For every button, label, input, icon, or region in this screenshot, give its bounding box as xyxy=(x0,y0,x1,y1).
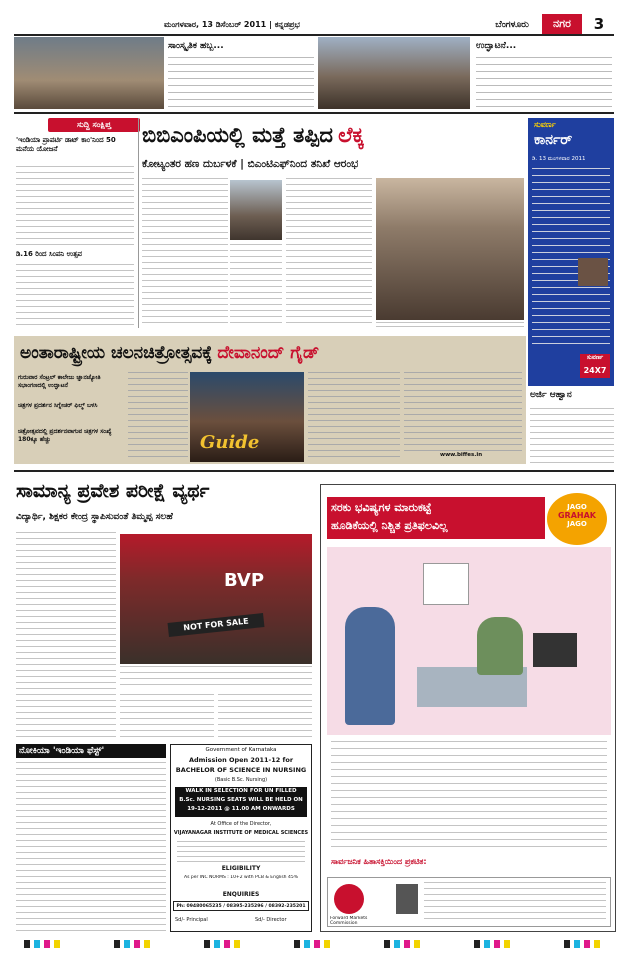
suvarna-channel-badge: 24X7 xyxy=(580,364,610,378)
page-number: 3 xyxy=(593,15,605,33)
lead-subheadline: ಕೋಟ್ಯಂತರ ಹಣ ದುರ್ಬಳಕೆ | ಬಿಎಂಟಿಎಫ್‌ನಿಂದ ತನಿಖೆ ಆರಂಭ xyxy=(142,158,359,170)
admission-title1: Admission Open 2011-12 for xyxy=(188,756,294,764)
suvarna-date: ಡಿ. 13 ಮಂಗಳವಾರ 2011 xyxy=(532,156,586,162)
lead-headline-part1: ಬಿಬಿಎಂಪಿಯಲ್ಲಿ ಮತ್ತೆ ತಪ್ಪಿದ xyxy=(142,123,333,147)
masthead-section: ನಗರ xyxy=(542,14,582,34)
suvarna-logo-top: ಸುವರ್ಣ xyxy=(534,120,556,129)
exam-photo-caption xyxy=(120,666,312,690)
consumer-ad-illustration xyxy=(327,547,611,735)
exam-subheadline: ವಿದ್ಯಾರ್ಥಿ, ಶಿಕ್ಷಕರ ಕೇಂದ್ರ ಸ್ಥಾಪಿಸುವಂತೆ ತಿಮ್ಮಪ್ಪ ಸಲಹೆ xyxy=(16,512,173,522)
arji-ahvana-body xyxy=(530,408,614,464)
consumer-ad-headline1: ಸರಕು ಭವಿಷ್ಯಗಳ ಮಾರುಕಟ್ಟೆ xyxy=(331,501,432,514)
consumer-ad-footer-label: ಸಾರ್ವಜನಿಕ ಹಿತಾಸಕ್ತಿಯಿಂದ ಪ್ರಕಟಿತ: xyxy=(331,857,427,866)
lead-headline xyxy=(142,118,524,154)
consumer-ad xyxy=(320,484,616,932)
exam-body-col3 xyxy=(218,694,312,738)
admission-phones: Ph: 09480065235 / 08395-235296 / 08392-235201 xyxy=(173,901,309,911)
sudi-item1-body xyxy=(16,166,134,246)
admission-walkin1: WALK IN SELECTION FOR UN FILLED xyxy=(185,788,297,794)
admission-eligibility: ELIGIBILITY xyxy=(221,865,261,872)
film-fest-url: www.biffes.in xyxy=(440,452,483,458)
registration-marks xyxy=(24,940,604,948)
sudi-item2-title: ಡಿ.16 ರಿಂದ ಸಿಂಪನಿ ಉತ್ಸವ xyxy=(16,250,82,258)
consumer-ad-headline2: ಹೂಡಿಕೆಯಲ್ಲಿ ನಿಶ್ಚಿತ ಪ್ರತಿಫಲವಿಲ್ಲ xyxy=(331,519,448,532)
top-left-photo xyxy=(14,37,164,109)
admission-enquiries: ENQUIRIES xyxy=(222,891,260,898)
film-fest-guide-poster xyxy=(190,372,304,462)
suvarna-logo-bottom: ಕಾರ್ನರ್ xyxy=(534,132,573,148)
suvarna-host-photo xyxy=(578,258,608,286)
fmc-logo-icon xyxy=(334,884,364,914)
admission-principal: Sd/- Principal xyxy=(175,917,208,923)
lead-headline-part2: ಲೆಕ್ಕ xyxy=(338,123,364,147)
masthead xyxy=(14,14,614,36)
illustration-monitor xyxy=(533,633,577,667)
sudi-column-rule xyxy=(138,118,139,328)
admission-director: Sd/- Director xyxy=(255,917,287,923)
suvarna-channel-name: ಸುವರ್ಣ xyxy=(580,354,610,364)
top-left-story xyxy=(166,37,316,109)
lead-body-col2 xyxy=(230,244,282,328)
top-right-headline: ಉದ್ಘಾಟನೆ... xyxy=(476,41,517,51)
film-fest-caption2: ಚಿತ್ರಗಳ ಪ್ರದರ್ಶನ ಸಿಗ್ನೇಚರ್ ಫಿಲ್ಮ್ ಬಳಸಿ xyxy=(18,402,98,409)
lead-body-col3 xyxy=(286,178,372,328)
consumer-ad-issuer: Forward Markets Commission xyxy=(330,916,368,924)
sudi-item2-body xyxy=(16,264,134,328)
lead-body-col1 xyxy=(142,178,228,328)
suvarna-corner xyxy=(528,118,614,386)
exam-body-col2 xyxy=(120,694,214,738)
film-fest-caption1: ಗುರುವಾರ ಸೆಂಟ್ರಲ್ ಕಾಲೇಜು ಜ್ಞಾನಜ್ಯೋತಿ ಸಭಾಂಗಣದಲ್ಲಿ ಉದ್ಘಾಟನೆ xyxy=(18,374,101,389)
exam-body-col1 xyxy=(16,532,116,738)
mid-page-rule xyxy=(14,470,614,472)
illustration-broker-figure xyxy=(477,617,523,675)
film-fest-body-col3 xyxy=(404,372,522,452)
exam-photo-banner: BVP xyxy=(223,570,265,591)
film-fest-body-col1 xyxy=(128,372,188,462)
exam-event-photo xyxy=(120,534,312,664)
top-right-photo xyxy=(318,37,470,109)
consumer-ad-issuer-strip xyxy=(327,877,611,927)
admission-gov-line: Government of Karnataka xyxy=(205,747,277,753)
lead-photo-caption xyxy=(376,322,524,330)
film-fest-headline xyxy=(20,338,524,368)
admission-basic: (Basic B.Sc. Nursing) xyxy=(214,777,268,783)
admission-institute: VIJAYANAGAR INSTITUTE OF MEDICAL SCIENCES xyxy=(173,830,309,836)
nokia-headline: ನೋಕಿಯಾ 'ಇಂಡಿಯಾ ಫೆಸ್ಟ್' xyxy=(16,744,166,758)
masthead-dateline: ಮಂಗಳವಾರ, 13 ಡಿಸೆಂಬರ್ 2011 | ಕನ್ನಡಪ್ರಭ xyxy=(164,20,300,29)
film-fest-headline-part1: ಅಂತಾರಾಷ್ಟ್ರೀಯ ಚಲನಚಿತ್ರೋತ್ಸವಕ್ಕೆ xyxy=(20,343,213,363)
top-right-body xyxy=(476,57,612,107)
lead-meeting-photo xyxy=(376,178,524,320)
nokia-body xyxy=(16,762,166,932)
film-fest-headline-part2: ದೇವಾನಂದ್ ಗೈಡ್ xyxy=(217,343,320,363)
top-strip-rule xyxy=(14,112,614,114)
film-fest-body-col2 xyxy=(308,372,400,462)
admission-criteria: As per INC NORMS : 10+2 with PCB & English 45% xyxy=(184,875,298,880)
sudi-item1-title: 'ಇಂಡಿಯಾ ಪ್ರಾಪರ್ಟಿ ಡಾಟ್ ಕಾಂ'ನಿಂದ 50 ಮನೆಯ ಯೋಜನೆ xyxy=(16,136,116,153)
admission-ad xyxy=(170,744,312,932)
admission-fineprint xyxy=(177,841,305,863)
top-left-headline: ಸಾಂಸ್ಕೃತಿಕ ಹಬ್ಬ... xyxy=(168,41,224,51)
admission-walkin3: 19-12-2011 @ 11.00 AM ONWARDS xyxy=(187,806,295,812)
consumer-ad-body xyxy=(331,741,607,853)
masthead-city: ಬೆಂಗಳೂರು xyxy=(484,16,540,34)
lead-building-photo xyxy=(230,180,282,240)
top-right-story xyxy=(472,37,614,109)
jago-badge-line3: JAGO xyxy=(567,520,587,528)
jago-badge-line1: JAGO xyxy=(567,503,587,511)
admission-title2: BACHELOR OF SCIENCE IN NURSING xyxy=(175,766,307,774)
arji-ahvana-headline: ಅರ್ಜಿ ಆಹ್ವಾನ xyxy=(530,390,572,400)
sudi-samkshipta-label: ಸುದ್ದಿ ಸಂಕ್ಷಿಪ್ತ xyxy=(48,118,140,132)
jago-badge-line2: GRAHAK xyxy=(557,511,596,520)
exam-photo-sign: NOT FOR SALE xyxy=(168,613,265,637)
film-fest-caption3: ಚಿತ್ರೋತ್ಸವದಲ್ಲಿ ಪ್ರದರ್ಶನವಾಗುವ ಚಿತ್ರಗಳ ಸಂಖ್ಯೆ 180ಕ್ಕೂ ಹೆಚ್ಚು xyxy=(18,428,112,443)
issuer-fineprint xyxy=(424,882,606,922)
illustration-calendar xyxy=(423,563,469,605)
admission-office: At Office of the Director, xyxy=(210,821,272,827)
admission-walkin2: B.Sc. NURSING SEATS WILL BE HELD ON xyxy=(179,797,303,803)
jago-grahak-badge xyxy=(547,493,607,545)
film-fest-poster-title: Guide xyxy=(200,432,260,453)
emblem-icon xyxy=(396,884,418,914)
exam-headline: ಸಾಮಾನ್ಯ ಪ್ರವೇಶ ಪರೀಕ್ಷೆ ವ್ಯರ್ಥ xyxy=(16,480,210,502)
admission-walkin-box xyxy=(175,787,307,817)
top-left-body xyxy=(168,57,314,107)
illustration-customer-figure xyxy=(345,607,395,725)
